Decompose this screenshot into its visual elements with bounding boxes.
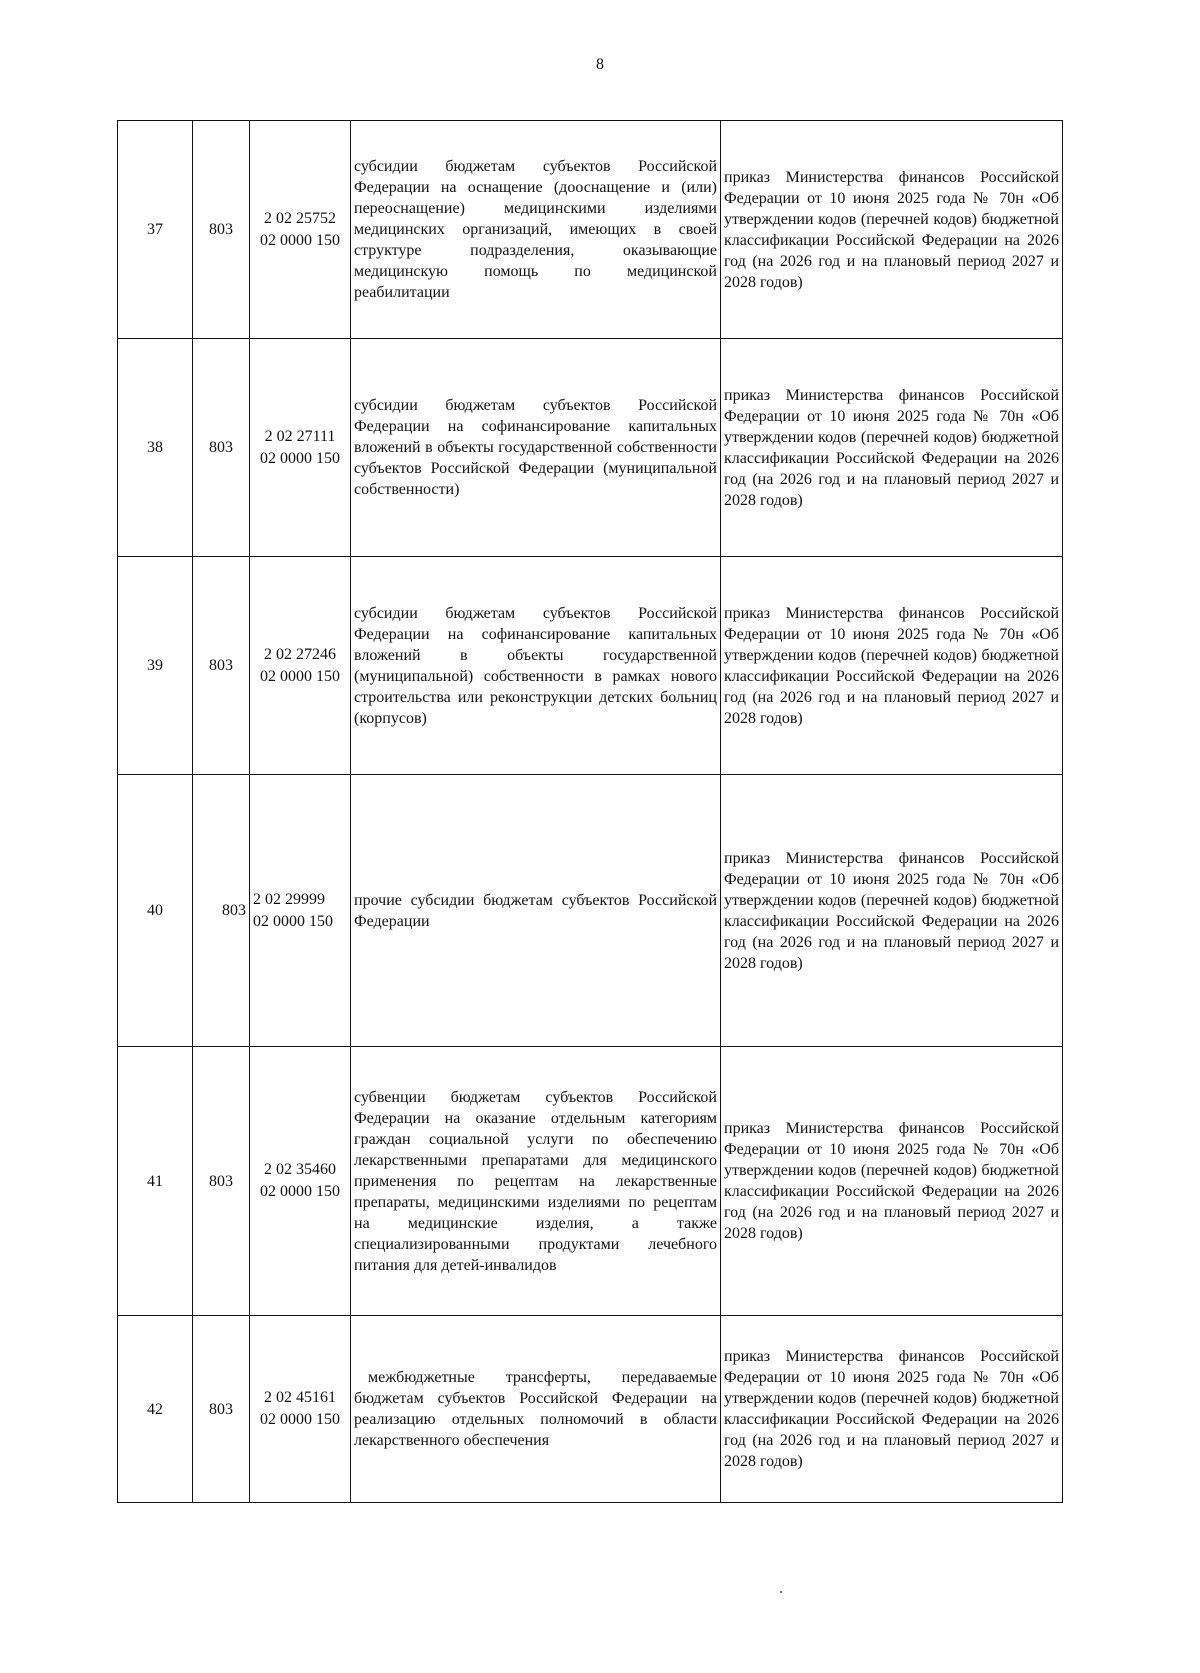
- table-row: [118, 121, 1063, 339]
- budget-code-cell: [250, 775, 351, 1047]
- page-number: 8: [596, 56, 604, 73]
- row-number-cell: 42: [118, 1316, 193, 1503]
- budget-code-cell: [250, 121, 351, 339]
- admin-code-cell: 803: [193, 775, 250, 1047]
- row-number-cell: 38: [118, 339, 193, 557]
- admin-code-cell: 803: [193, 1047, 250, 1316]
- budget-code-line: 2 02 25752: [264, 209, 336, 227]
- row-number-cell: 37: [118, 121, 193, 339]
- revenue-name-cell: межбюджетные трансферты, передаваемые бюджетам субъектов Российской Федерации на реализацию отдельных полномочий в области лекарственного обеспечения: [351, 1316, 721, 1503]
- table-row: [118, 339, 1063, 557]
- budget-code-cell: [250, 1316, 351, 1503]
- budget-code-line: 02 0000 150: [260, 667, 340, 685]
- budget-code-line: 2 02 45161: [264, 1389, 336, 1406]
- admin-code-cell: 803: [193, 339, 250, 557]
- legal-act-cell: приказ Министерства финансов Российской Федерации от 10 июня 2025 года № 70н «Об утверждении кодов (перечней кодов) бюджетной классификации Российской Федерации на 2026 год (на 2026 год и на плановый период 2027 и 2028 годов): [721, 339, 1063, 557]
- legal-act-cell: приказ Министерства финансов Российской Федерации от 10 июня 2025 года № 70н «Об утверждении кодов (перечней кодов) бюджетной классификации Российской Федерации на 2026 год (на 2026 год и на плановый период 2027 и 2028 годов): [721, 1316, 1063, 1503]
- budget-code-cell: [250, 557, 351, 775]
- row-number-cell: 39: [118, 557, 193, 775]
- table-row: [118, 775, 1063, 1047]
- row-number-cell: 41: [118, 1047, 193, 1316]
- revenue-name-cell: субсидии бюджетам субъектов Российской Федерации на софинансирование капитальных вложений в объекты государственной собственности субъектов Российской Федерации (муниципальной собственности): [351, 339, 721, 557]
- table-row: [118, 1047, 1063, 1316]
- budget-code-line: 02 0000 150: [260, 1411, 340, 1428]
- budget-code-cell: [250, 339, 351, 557]
- revenue-name-cell: субсидии бюджетам субъектов Российской Федерации на оснащение (дооснащение и (или) переоснащение) медицинскими изделиями медицинских организаций, имеющих в своей структуре подразделения, оказывающие медицинскую помощь по медицинской реабилитации: [351, 121, 721, 339]
- row-number-cell: 40: [118, 775, 193, 1047]
- budget-code-cell: [250, 1047, 351, 1316]
- table-row: [118, 557, 1063, 775]
- budget-code-line: 02 0000 150: [253, 912, 333, 930]
- legal-act-cell: приказ Министерства финансов Российской Федерации от 10 июня 2025 года № 70н «Об утверждении кодов (перечней кодов) бюджетной классификации Российской Федерации на 2026 год (на 2026 год и на плановый период 2027 и 2028 годов): [721, 121, 1063, 339]
- budget-code-line: 2 02 27246: [264, 645, 336, 663]
- admin-code-cell: 803: [193, 121, 250, 339]
- table-row: [118, 1316, 1063, 1503]
- admin-code-cell: 803: [193, 1316, 250, 1503]
- legal-act-cell: приказ Министерства финансов Российской Федерации от 10 июня 2025 года № 70н «Об утверждении кодов (перечней кодов) бюджетной классификации Российской Федерации на 2026 год (на 2026 год и на плановый период 2027 и 2028 годов): [721, 1047, 1063, 1316]
- revenue-name-cell: субвенции бюджетам субъектов Российской Федерации на оказание отдельным категориям граждан социальной услуги по обеспечению лекарственными препаратами для медицинского применения по рецептам на лекарственные препараты, медицинскими изделиями по рецептам на медицинские изделия, а также специализированными продуктами лечебного питания для детей-инвалидов: [351, 1047, 721, 1316]
- budget-code-line: 02 0000 150: [260, 1183, 340, 1200]
- revenue-name-cell: субсидии бюджетам субъектов Российской Федерации на софинансирование капитальных вложений в объекты государственной (муниципальной) собственности в рамках нового строительства или реконструкции детских больниц (корпусов): [351, 557, 721, 775]
- scan-speck: [780, 1591, 782, 1593]
- revenue-name-cell: прочие субсидии бюджетам субъектов Российской Федерации: [351, 775, 721, 1047]
- budget-code-line: 02 0000 150: [260, 449, 340, 467]
- budget-code-line: 2 02 35460: [264, 1161, 336, 1178]
- budget-code-line: 2 02 29999: [253, 890, 325, 908]
- legal-act-cell: приказ Министерства финансов Российской Федерации от 10 июня 2025 года № 70н «Об утверждении кодов (перечней кодов) бюджетной классификации Российской Федерации на 2026 год (на 2026 год и на плановый период 2027 и 2028 годов): [721, 557, 1063, 775]
- budget-code-line: 02 0000 150: [260, 231, 340, 249]
- budget-code-line: 2 02 27111: [264, 427, 336, 445]
- legal-act-cell: приказ Министерства финансов Российской Федерации от 10 июня 2025 года № 70н «Об утверждении кодов (перечней кодов) бюджетной классификации Российской Федерации на 2026 год (на 2026 год и на плановый период 2027 и 2028 годов): [721, 775, 1063, 1047]
- budget-classification-table: [117, 120, 1063, 1503]
- admin-code-cell: 803: [193, 557, 250, 775]
